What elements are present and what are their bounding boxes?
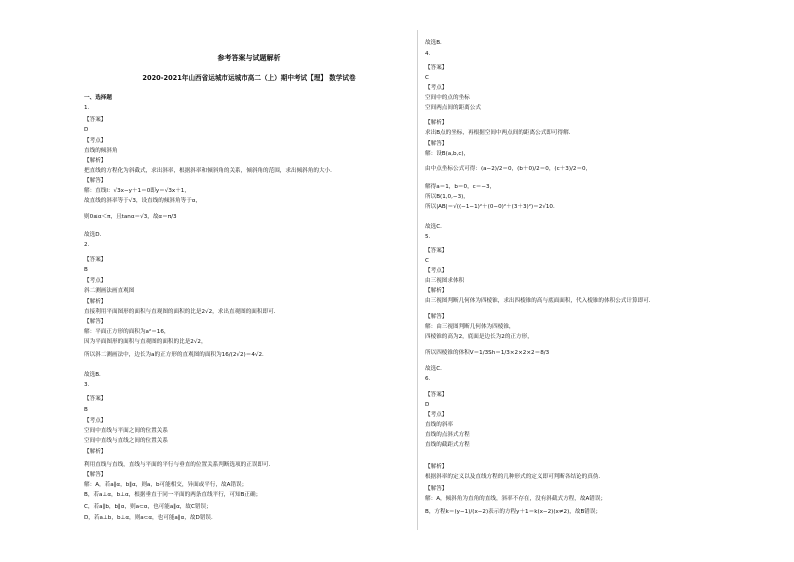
text-line: 由中点坐标公式可得：(a−2)/2＝0，(b＋0)/2＝0，(c＋3)/2＝0， (425, 166, 592, 172)
text-line: 【答案】 (84, 257, 107, 263)
text-line: 所以四棱锥的体积V＝1/3Sh＝1/3×2×2×2＝8/3 (425, 350, 550, 356)
text-line: 由三视图判断几何体为四棱锥，求出四棱锥的高与底面面积，代入棱锥的体积公式计算即可． (425, 298, 655, 304)
text-line: 【答案】 (425, 248, 448, 254)
text-line: 四棱锥的高为2，底面是边长为2的正方形， (425, 334, 533, 340)
text-line: 解得a＝1，b＝0，c＝−3， (425, 184, 496, 190)
text-line: 【解答】 (425, 486, 448, 492)
text-line: 3. (84, 382, 90, 388)
text-line: 6. (425, 376, 431, 382)
text-line: 故直线的斜率等于√3，设直线的倾斜角等于α， (84, 198, 202, 204)
text-line: 解：A，若a∥α，b∥α，则a，b可能相交，异面或平行，故A错误； (84, 482, 248, 488)
text-line: 【考点】 (84, 418, 107, 424)
text-line: 【考点】 (84, 278, 107, 284)
text-line: 【答案】 (84, 117, 107, 123)
text-line: 【解答】 (425, 314, 448, 320)
text-line: 直线的点斜式方程 (425, 432, 470, 438)
text-line: 解：设B(a,b,c)， (425, 151, 470, 157)
text-line: 5. (425, 234, 431, 240)
text-line: 则0≤α＜π，且tanα＝√3，故α＝π/3 (84, 214, 177, 220)
text-line: 解：A，倾斜角为直角的直线，斜率不存在，没有斜截式方程，故A错误； (425, 496, 607, 502)
text-line: 直线的斜率 (425, 422, 453, 428)
text-line: 【解答】 (84, 178, 107, 184)
text-line: B，若a⊥α，b⊥α，根据垂直于同一平面的两条直线平行，可知B正确； (84, 492, 262, 498)
text-line: 由三视图求体积 (425, 278, 465, 284)
text-line: 解：由三视图判断几何体为四棱锥， (425, 324, 515, 330)
text-line: 直接利用平面图形的面积与直观图的面积的比是2√2，求出直观图的面积即可． (84, 309, 280, 315)
text-line: 【解答】 (84, 472, 107, 478)
text-line: 空间两点间的距离公式 (425, 105, 481, 111)
text-line: 空间中的点的坐标 (425, 95, 470, 101)
text-line: 故选C． (425, 224, 446, 230)
text-line: 1. (84, 105, 90, 111)
text-line: 【答案】 (425, 392, 448, 398)
text-line: 【解析】 (84, 449, 107, 455)
text-line: 【答案】 (425, 65, 448, 71)
section-heading: 一、选择题 (84, 95, 112, 101)
text-line: D (84, 127, 89, 133)
text-line: 故选C． (425, 366, 446, 372)
text-line: 因为平面图形的面积与直观图的面积的比是2√2， (84, 339, 207, 345)
text-line: 【考点】 (84, 138, 107, 144)
text-line: 【解析】 (84, 158, 107, 164)
text-line: 所以斜二测画法中，边长为a的正方形的直观图的面积为16/(2√2)＝4√2． (84, 352, 268, 358)
text-line: 解：平面正方形的面积为a²＝16， (84, 329, 170, 335)
text-line: C (425, 75, 429, 81)
text-line: D (425, 402, 430, 408)
text-line: 直线的截距式方程 (425, 442, 470, 448)
text-line: 直线的倾斜角 (84, 148, 118, 154)
exam-title: 2020-2021年山西省运城市运城市高二（上）期中考试【理】 数学试卷 (142, 74, 356, 82)
text-line: 【考点】 (425, 268, 448, 274)
text-line: 【考点】 (425, 412, 448, 418)
text-line: 根据斜率的定义以及直线方程的几种形式的定义即可判断各结论的真伪． (425, 474, 605, 480)
text-line: 【解析】 (425, 288, 448, 294)
text-line: B，方程k＝(y−1)/(x−2)表示的方程y＋1＝k(x−2)(x≠2)，故B错误； (425, 509, 602, 515)
text-line: 解：直线l：√3x−y＋1＝0即y＝√3x＋1， (84, 188, 190, 194)
text-line: 所以B(1,0,−3)， (425, 194, 469, 200)
text-line: 故选D． (84, 232, 106, 238)
text-line: 斜二测画法画直观图 (84, 288, 135, 294)
text-line: 【解答】 (84, 319, 107, 325)
text-line: 故选B． (425, 40, 446, 46)
text-line: B (84, 267, 88, 273)
text-line: 4. (425, 51, 431, 57)
text-line: 求出B点的坐标，再根据空间中两点间的距离公式即可得解． (425, 130, 575, 136)
text-line: 【解析】 (425, 464, 448, 470)
page-title: 参考答案与试题解析 (217, 54, 281, 62)
text-line: 2. (84, 242, 90, 248)
text-line: 【解答】 (425, 141, 448, 147)
text-line: 空间中直线与平面之间的位置关系 (84, 428, 168, 434)
column-divider (417, 30, 418, 530)
text-line: 【解析】 (425, 120, 448, 126)
text-line: B (84, 407, 88, 413)
text-line: C，若a∥b，b∥α，则a⊂α，也可能a∥α，故C错误； (84, 504, 212, 510)
text-line: 故选B． (84, 372, 105, 378)
text-line: 【解析】 (84, 299, 107, 305)
text-line: D，若a⊥b，b⊥α，则a⊂α，也可能a∥α，故D错误． (84, 515, 217, 521)
text-line: C (425, 258, 429, 264)
text-line: 【考点】 (425, 85, 448, 91)
text-line: 【答案】 (84, 396, 107, 402)
text-line: 利用直线与直线，直线与平面的平行与垂直的位置关系判断选项的正误即可． (84, 462, 275, 468)
text-line: 所以|AB|＝√((−1−1)²＋(0−0)²＋(3＋3)²)＝2√10． (425, 204, 559, 210)
text-line: 把直线的方程化为斜截式，求出斜率，根据斜率和倾斜角的关系，倾斜角的范围，求出倾斜角的大小． (84, 168, 336, 174)
text-line: 空间中直线与直线之间的位置关系 (84, 438, 168, 444)
